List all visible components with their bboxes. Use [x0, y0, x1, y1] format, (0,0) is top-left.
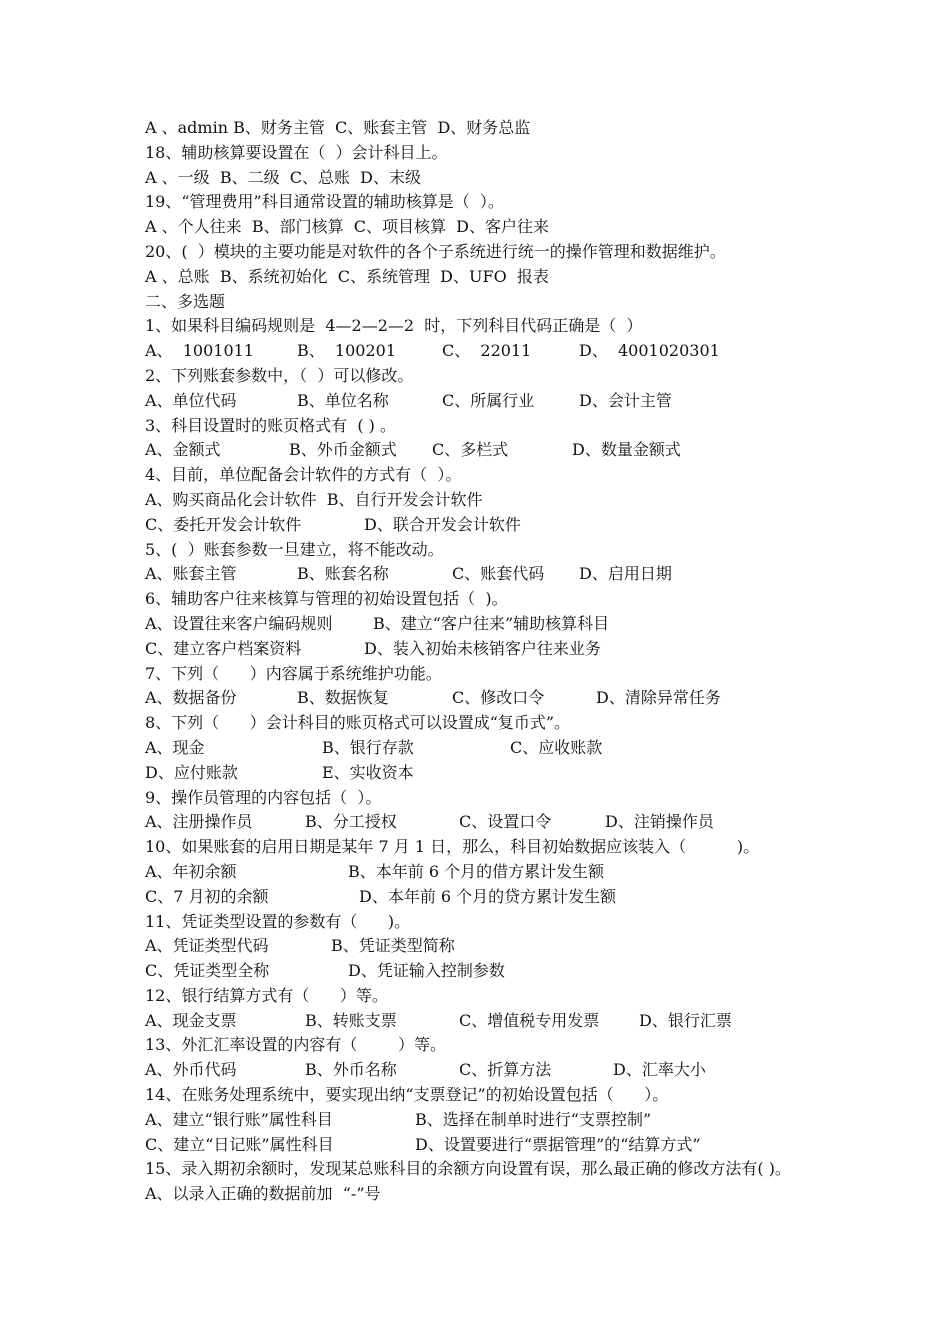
text-line: 14、在账务处理系统中，要实现出纳“支票登记”的初始设置包括（ ）。	[145, 1085, 669, 1105]
answer-option: B、账套名称	[297, 564, 389, 584]
answer-option: E、实收资本	[322, 762, 414, 782]
text-line	[145, 1009, 835, 1034]
text-line	[145, 339, 835, 364]
text-line	[145, 959, 835, 984]
answer-option: B、转账支票	[305, 1010, 397, 1030]
answer-option: C、委托开发会计软件	[145, 514, 302, 534]
answer-option: C、7 月初的余额	[145, 886, 269, 906]
answer-option: B、分工授权	[305, 812, 397, 832]
answer-option: D、设置要进行“票据管理”的“结算方式”	[415, 1134, 701, 1154]
text-line: A 、一级 B、二级 C、总账 D、末级	[145, 167, 421, 187]
text-line	[145, 686, 835, 711]
text-line	[145, 389, 835, 414]
answer-option: B、建立“客户往来”辅助核算科目	[373, 613, 610, 633]
answer-option: D、银行汇票	[639, 1010, 732, 1030]
answer-option: D、启用日期	[579, 564, 672, 584]
text-line	[145, 612, 835, 637]
answer-option: D、注销操作员	[605, 812, 714, 832]
answer-option: B、外币名称	[305, 1060, 397, 1080]
text-line: 3、科目设置时的账页格式有 ( ) 。	[145, 415, 397, 435]
answer-option: B、凭证类型简称	[331, 936, 455, 956]
exam-question-list	[145, 116, 835, 1207]
answer-option: C、所属行业	[442, 390, 535, 410]
answer-option: A、注册操作员	[145, 812, 253, 832]
text-line	[145, 637, 835, 662]
answer-option: D、 4001020301	[579, 341, 720, 361]
answer-option: A、现金支票	[145, 1010, 237, 1030]
answer-option: A、账套主管	[145, 564, 237, 584]
answer-option: A、年初余额	[145, 861, 237, 881]
text-line: A 、总账 B、系统初始化 C、系统管理 D、UFO 报表	[145, 266, 549, 286]
answer-option: A、单位代码	[145, 390, 237, 410]
text-line: 二、多选题	[145, 291, 226, 311]
text-line: 20、( ）模块的主要功能是对软件的各个子系统进行统一的操作管理和数据维护。	[145, 241, 726, 261]
text-line	[145, 1133, 835, 1158]
answer-option: C、 22011	[442, 341, 532, 361]
answer-option: D、本年前 6 个月的贷方累计发生额	[359, 886, 617, 906]
text-line	[145, 736, 835, 761]
text-line: 4、目前，单位配备会计软件的方式有（ ）。	[145, 465, 462, 485]
text-line: A 、admin B、财务主管 C、账套主管 D、财务总监	[145, 118, 531, 137]
text-line: 1、如果科目编码规则是 4—2—2—2 时，下列科目代码正确是（ ）	[145, 316, 643, 336]
answer-option: A、建立“银行账”属性科目	[145, 1109, 333, 1129]
text-line	[145, 1058, 835, 1083]
text-line: 7、下列（ ）内容属于系统维护功能。	[145, 663, 442, 683]
text-line	[145, 438, 835, 463]
text-line: A、以录入正确的数据前加 “-”号	[145, 1184, 381, 1204]
text-line: 15、录入期初余额时，发现某总账科目的余额方向设置有误，那么最正确的修改方法有( )。	[145, 1159, 791, 1179]
answer-option: C、多栏式	[432, 440, 509, 460]
answer-option: B、本年前 6 个月的借方累计发生额	[348, 861, 605, 881]
text-line	[145, 810, 835, 835]
answer-option: A、设置往来客户编码规则	[145, 613, 333, 633]
answer-option: D、数量金额式	[572, 440, 681, 460]
answer-option: D、会计主管	[579, 390, 672, 410]
text-line	[145, 860, 835, 885]
answer-option: D、应付账款	[145, 762, 238, 782]
text-line: 11、凭证类型设置的参数有（ )。	[145, 911, 411, 931]
answer-option: C、建立客户档案资料	[145, 638, 302, 658]
text-line: 10、如果账套的启用日期是某年 7 月 1 日，那么，科目初始数据应该装入（ )。	[145, 837, 760, 857]
answer-option: D、凭证输入控制参数	[348, 961, 505, 981]
text-line	[145, 513, 835, 538]
answer-option: D、清除异常任务	[596, 688, 721, 708]
text-line: 5、( ）账套参数一旦建立，将不能改动。	[145, 539, 444, 559]
answer-option: B、 100201	[297, 341, 397, 361]
answer-option: D、联合开发会计软件	[364, 514, 521, 534]
answer-option: B、单位名称	[297, 390, 389, 410]
answer-option: A、凭证类型代码	[145, 936, 269, 956]
text-line: 9、操作员管理的内容包括（ ）。	[145, 787, 382, 807]
text-line	[145, 934, 835, 959]
answer-option: B、银行存款	[322, 737, 414, 757]
text-line: 19、“管理费用”科目通常设置的辅助核算是（ ）。	[145, 192, 504, 212]
answer-option: A、金额式	[145, 440, 221, 460]
text-line: A、购买商品化会计软件 B、自行开发会计软件	[145, 489, 483, 509]
answer-option: C、凭证类型全称	[145, 961, 270, 981]
text-line: 2、下列账套参数中，（ ）可以修改。	[145, 365, 414, 385]
answer-option: A、外币代码	[145, 1060, 237, 1080]
answer-option: B、选择在制单时进行“支票控制”	[415, 1109, 652, 1129]
text-line: 6、辅助客户往来核算与管理的初始设置包括（ )。	[145, 589, 508, 609]
answer-option: C、折算方法	[459, 1060, 552, 1080]
answer-option: C、账套代码	[452, 564, 545, 584]
text-line: 18、辅助核算要设置在（ ）会计科目上。	[145, 142, 448, 162]
answer-option: C、设置口令	[459, 812, 552, 832]
text-line	[145, 562, 835, 587]
answer-option: A、数据备份	[145, 688, 237, 708]
answer-option: C、建立“日记账”属性科目	[145, 1134, 334, 1154]
answer-option: A、现金	[145, 737, 205, 757]
text-line: 13、外汇汇率设置的内容有（ ）等。	[145, 1035, 447, 1055]
answer-option: C、修改口令	[452, 688, 545, 708]
text-line: A 、个人往来 B、部门核算 C、项目核算 D、客户往来	[145, 217, 549, 237]
text-line	[145, 885, 835, 910]
answer-option: C、应收账款	[510, 737, 603, 757]
answer-option: C、增值税专用发票	[459, 1010, 600, 1030]
answer-option: A、 1001011	[145, 341, 254, 361]
answer-option: B、数据恢复	[297, 688, 389, 708]
text-line	[145, 761, 835, 786]
text-line: 8、下列（ ）会计科目的账页格式可以设置成“复币式”。	[145, 713, 571, 733]
answer-option: D、装入初始未核销客户往来业务	[364, 638, 601, 658]
text-line: 12、银行结算方式有（ ）等。	[145, 985, 388, 1005]
answer-option: B、外币金额式	[289, 440, 397, 460]
answer-option: D、汇率大小	[613, 1060, 706, 1080]
text-line	[145, 1108, 835, 1133]
